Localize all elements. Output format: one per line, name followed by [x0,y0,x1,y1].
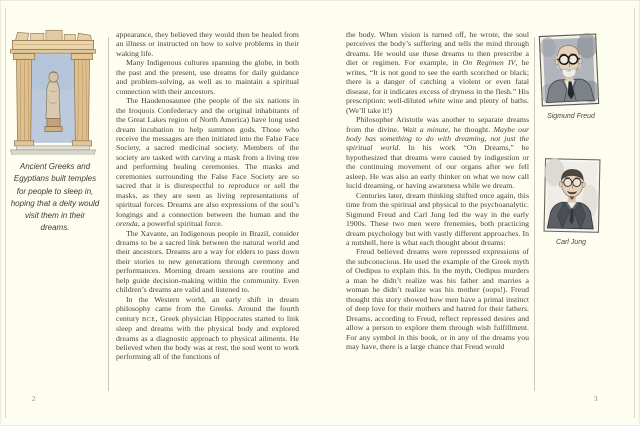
right-column-rule [534,37,535,391]
paragraph: Philosopher Aristotle was another to separate dreams from the divine. Wait a minute, he thought. Maybe our body has something to do with dreaming, not just the spiritual world. In his work “On Dreams,” he hypothesized that dreams were caused by indigestion or the continuing movement of our organs after we fell asleep. He was also an early thinker on what we now call lucid dreaming, or having awareness while we dream. [346,115,530,191]
glasses-icon [564,178,572,186]
paragraph: appearance, they believed they would then be healed from an illness or instructed on how to solve problems in their waking life. [116,30,299,58]
page-number-right: 3 [594,395,598,403]
greek-temple-illustration [7,13,99,155]
page-edge-right [634,8,635,418]
carl-jung-portrait [543,157,601,233]
glasses-icon [559,55,569,65]
right-text-column [346,30,529,351]
temple-caption: Ancient Greeks and Egyptians built temples for people to sleep in, hoping that a deity would visit them in their dreams. [10,162,100,233]
sigmund-freud-portrait [538,33,599,107]
paragraph: The Haudenosaunee (the people of the six nations in the Iroquois Confederacy and the original inhabitants of the Great Lakes region of North America) have long used dream incubation to help summon gods. Those who receive the messages are then initiated into the False Face Society, a sacred medicinal society. Members of the society are tasked with carving a mask from a living tree and performing healing ceremonies. The masks and ceremonies surrounding the False Face Society are so sacred that it is disrespectful to reproduce or sell the masks, as they are seen as living representations of spiritual forces. Dreams are also expressions of the soul’s longings and a connection between the human and the orenda, a powerful spiritual force. [116,96,299,229]
page-number-left: 2 [32,395,36,403]
left-column-rule [108,37,109,391]
left-text-column [116,30,299,362]
paragraph: Centuries later, dream thinking shifted once again, this time from the spiritual and physical to the psychoanalytic. Sigmund Freud and Carl Jung led the way in the early 1900s. These two men were frenemies, both practicing dream psychology but with vastly different approaches. In a nutshell, here is what each thought about dreams: [346,190,529,247]
paragraph: the body. When vision is turned off, he wrote, the soul perceives the body’s suffering and tells the mind through dreams. He would use these dreams to then prescribe a diet or regimen. For example, in On Regimen IV, he writes, “It is not good to see the earth scorched or black; there is a danger of catching a violent or even fatal disease, for it indicates excess of dryness in the flesh.” His prescription: well-diluted white wine and plenty of baths. (We’ll take it!) [346,30,529,115]
paragraph: In the Western world, an early shift in dream philosophy came from the Greeks. Around the fourth century BCE, Greek physician Hippocrates started to link sleep and dreams with the physical body and explored dreams as a diagnostic approach to physical ailments. He believed when the body was at rest, the soul went to work performing all of the functions of [116,294,299,362]
paragraph: The Xavante, an Indigenous people in Brazil, consider dreams to be a sacred link between the natural world and their ancestors. Dreams are a way for elders to pass down their stories to new generations through ceremony and performances. Morning dream sessions are routine and help guide decision-making within the community. Even children’s dreams are valid and listened to. [116,228,299,295]
left-page-margin [1,1,108,425]
paragraph: Freud believed dreams were repressed expressions of the subconscious. He used the example of the Greek myth of Oedipus to explain this. In the myth, Oedipus murders a man he didn’t realize was his father and marries a woman he didn’t realize was his mother (oops!). Freud thought this story showed how men have a primal instinct of deep love for their mothers and hatred for their fathers. Dreams, according to Freud, reflect repressed desires and allow a person to explore them through wish fulfillment. For any symbol in this book, or in any of the dreams you may have, there is a large chance that Freud would [346,247,529,351]
jung-caption: Carl Jung [556,239,586,246]
freud-caption: Sigmund Freud [547,113,595,120]
paragraph: Many Indigenous cultures spanning the globe, in both the past and the present, use dreams for daily guidance and problem-solving, as well as to maintain a spiritual connection with their ancestors. [116,58,299,96]
